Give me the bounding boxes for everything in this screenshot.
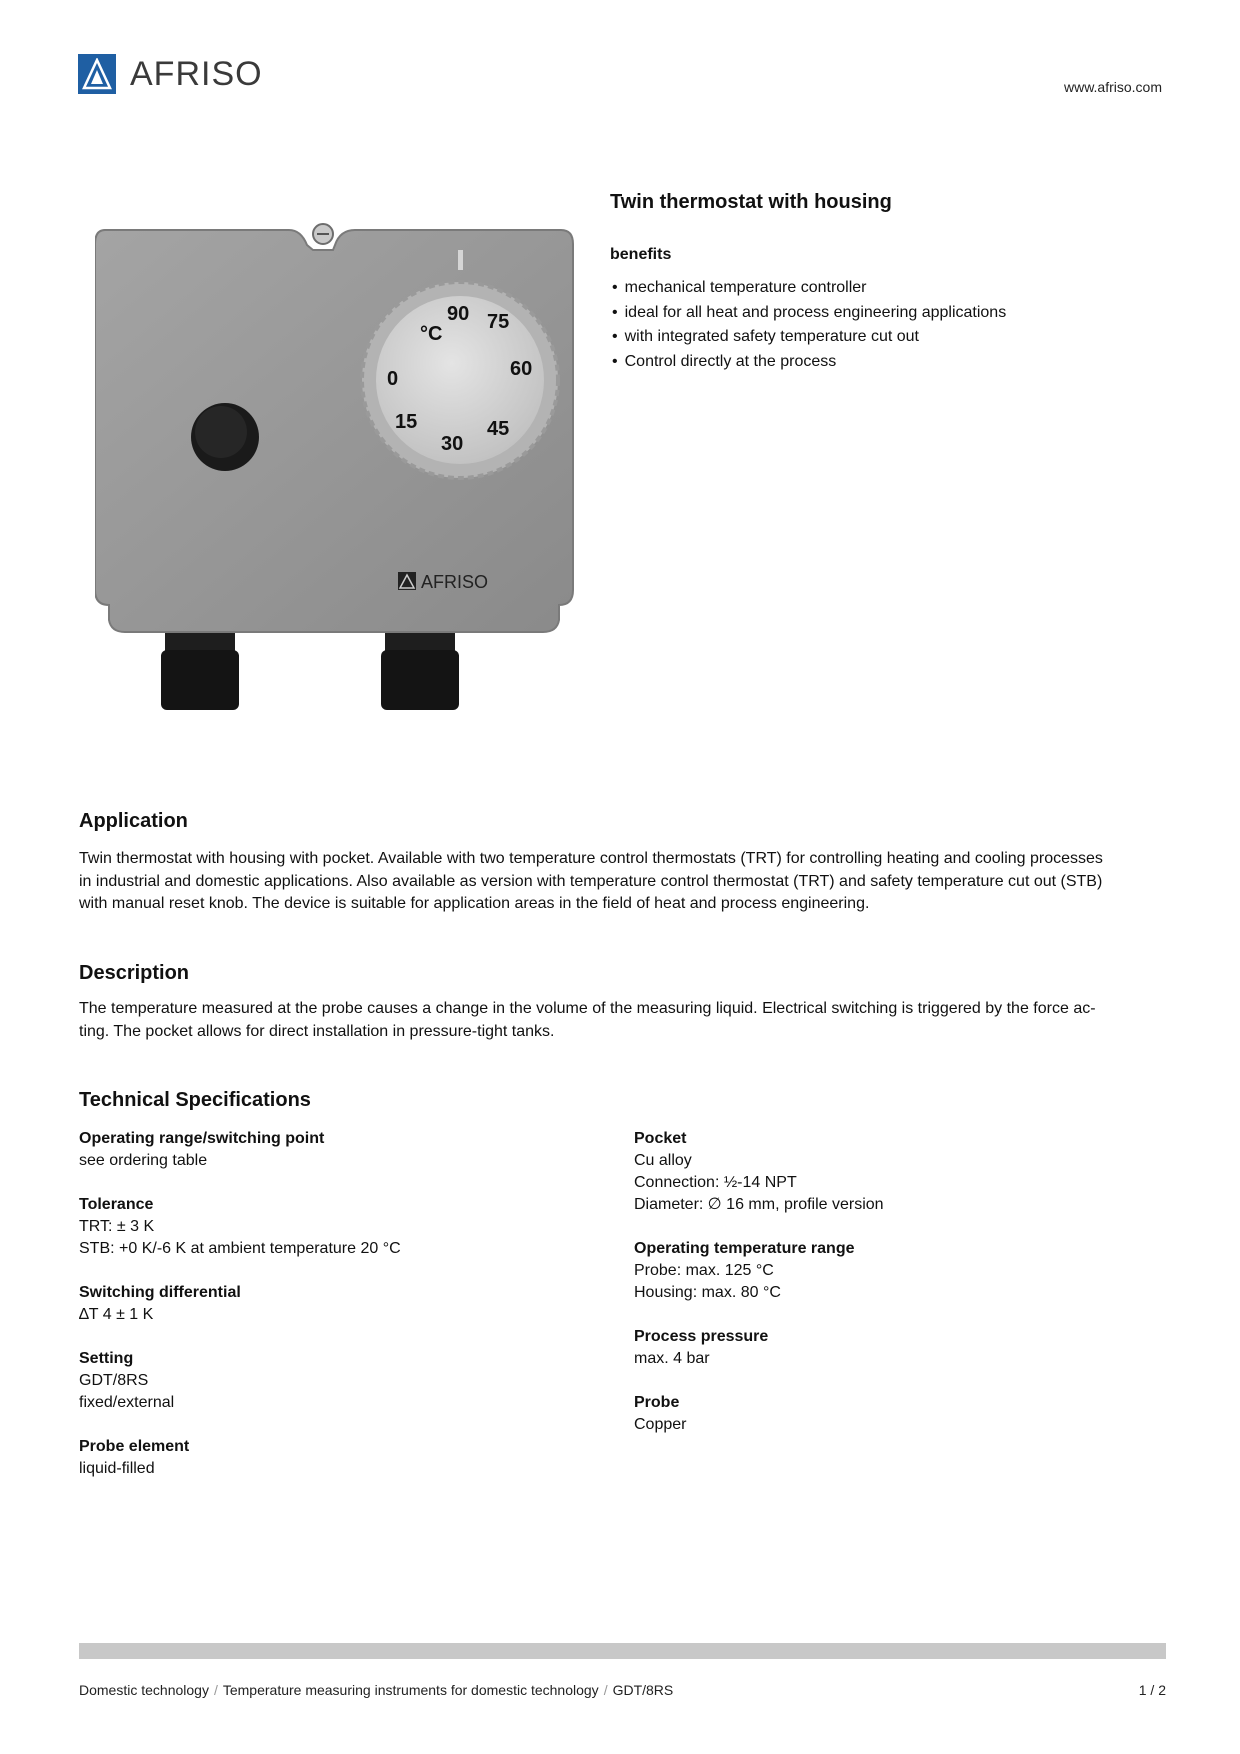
breadcrumb-separator: / — [603, 1682, 608, 1698]
spec-setting — [79, 1348, 579, 1414]
description-heading: Description — [79, 962, 190, 984]
dial-label-60: 60 — [510, 358, 533, 380]
spec-label: Switching differential — [79, 1284, 241, 1301]
product-title: Twin thermostat with housing — [610, 191, 892, 213]
afriso-logo-icon — [78, 54, 116, 94]
description-line: ting. The pocket allows for direct installation in pressure-tight tanks. — [79, 1022, 555, 1040]
spec-value: fixed/external — [79, 1394, 175, 1411]
breadcrumb — [79, 1682, 673, 1698]
spec-value: liquid-filled — [79, 1460, 155, 1477]
spec-label: Tolerance — [79, 1196, 154, 1213]
spec-label: Operating temperature range — [634, 1240, 855, 1257]
application-text — [79, 848, 1179, 916]
spec-value: max. 4 bar — [634, 1350, 710, 1367]
spec-switching-differential — [79, 1282, 579, 1326]
brand-logo — [78, 54, 263, 94]
spec-probe — [634, 1392, 1154, 1436]
dial-label-unit: °C — [420, 323, 443, 345]
spec-label: Probe element — [79, 1438, 190, 1455]
housing-brand-text: AFRISO — [421, 572, 489, 592]
benefit-item: • with integrated safety temperature cut out — [612, 325, 1006, 350]
specs-left-column — [79, 1128, 579, 1502]
specs-heading: Technical Specifications — [79, 1089, 311, 1111]
benefit-item: • mechanical temperature controller — [612, 276, 1006, 301]
spec-value: Connection: ½-14 NPT — [634, 1174, 797, 1191]
spec-value: GDT/8RS — [79, 1372, 149, 1389]
spec-value: STB: +0 K/-6 K at ambient temperature 20 °C — [79, 1240, 401, 1257]
spec-pocket — [634, 1128, 1154, 1216]
benefit-item: • ideal for all heat and process engineering applications — [612, 301, 1006, 326]
breadcrumb-item[interactable]: Domestic technology — [79, 1682, 209, 1698]
spec-label: Pocket — [634, 1130, 687, 1147]
spec-label: Process pressure — [634, 1328, 769, 1345]
benefits-heading: benefits — [610, 246, 672, 263]
product-image — [95, 210, 575, 750]
breadcrumb-separator: / — [213, 1682, 218, 1698]
spec-value: see ordering table — [79, 1152, 208, 1169]
website-link[interactable]: www.afriso.com — [1063, 79, 1162, 95]
breadcrumb-item[interactable]: GDT/8RS — [612, 1682, 674, 1698]
spec-value: Cu alloy — [634, 1152, 692, 1169]
spec-value: Copper — [634, 1416, 687, 1433]
spec-value: ∆T 4 ± 1 K — [79, 1306, 154, 1323]
dial-label-45: 45 — [487, 418, 510, 440]
application-line: in industrial and domestic applications. Also available as version with temperature control thermostat (TRT) and safety temperature cut out (STB) — [79, 872, 1103, 890]
benefit-item: • Control directly at the process — [612, 350, 1006, 375]
dial-label-15: 15 — [395, 411, 418, 433]
footer-divider — [79, 1643, 1166, 1659]
application-heading: Application — [79, 810, 188, 832]
spec-operating-range — [79, 1128, 579, 1172]
spec-value: Housing: max. 80 °C — [634, 1284, 781, 1301]
spec-label: Probe — [634, 1394, 680, 1411]
spec-label: Operating range/switching point — [79, 1130, 325, 1147]
spec-value: Probe: max. 125 °C — [634, 1262, 774, 1279]
spec-value: TRT: ± 3 K — [79, 1218, 155, 1235]
breadcrumb-item[interactable]: Temperature measuring instruments for domestic technology — [222, 1682, 599, 1698]
spec-operating-temperature — [634, 1238, 1154, 1304]
dial-label-90: 90 — [447, 303, 470, 325]
spec-value: Diameter: ∅ 16 mm, profile version — [634, 1196, 884, 1213]
brand-name: AFRISO — [130, 54, 263, 93]
benefits-list — [612, 276, 1006, 374]
page-number: 1 / 2 — [1138, 1682, 1166, 1698]
spec-probe-element — [79, 1436, 579, 1480]
application-line: with manual reset knob. The device is suitable for application areas in the field of heat and process engineering. — [79, 895, 870, 912]
dial-label-0: 0 — [387, 368, 399, 390]
description-line: The temperature measured at the probe causes a change in the volume of the measuring liquid. Electrical switching is triggered by the force ac- — [79, 1000, 1096, 1017]
application-line: Twin thermostat with housing with pocket. Available with two temperature control thermostats (TRT) for controlling heating and cooling processes — [79, 850, 1103, 867]
description-text — [79, 998, 1179, 1043]
specs-right-column — [634, 1128, 1154, 1458]
spec-process-pressure — [634, 1326, 1154, 1370]
spec-tolerance — [79, 1194, 579, 1260]
dial-label-30: 30 — [441, 433, 464, 455]
spec-label: Setting — [79, 1350, 134, 1367]
dial-label-75: 75 — [487, 311, 510, 333]
